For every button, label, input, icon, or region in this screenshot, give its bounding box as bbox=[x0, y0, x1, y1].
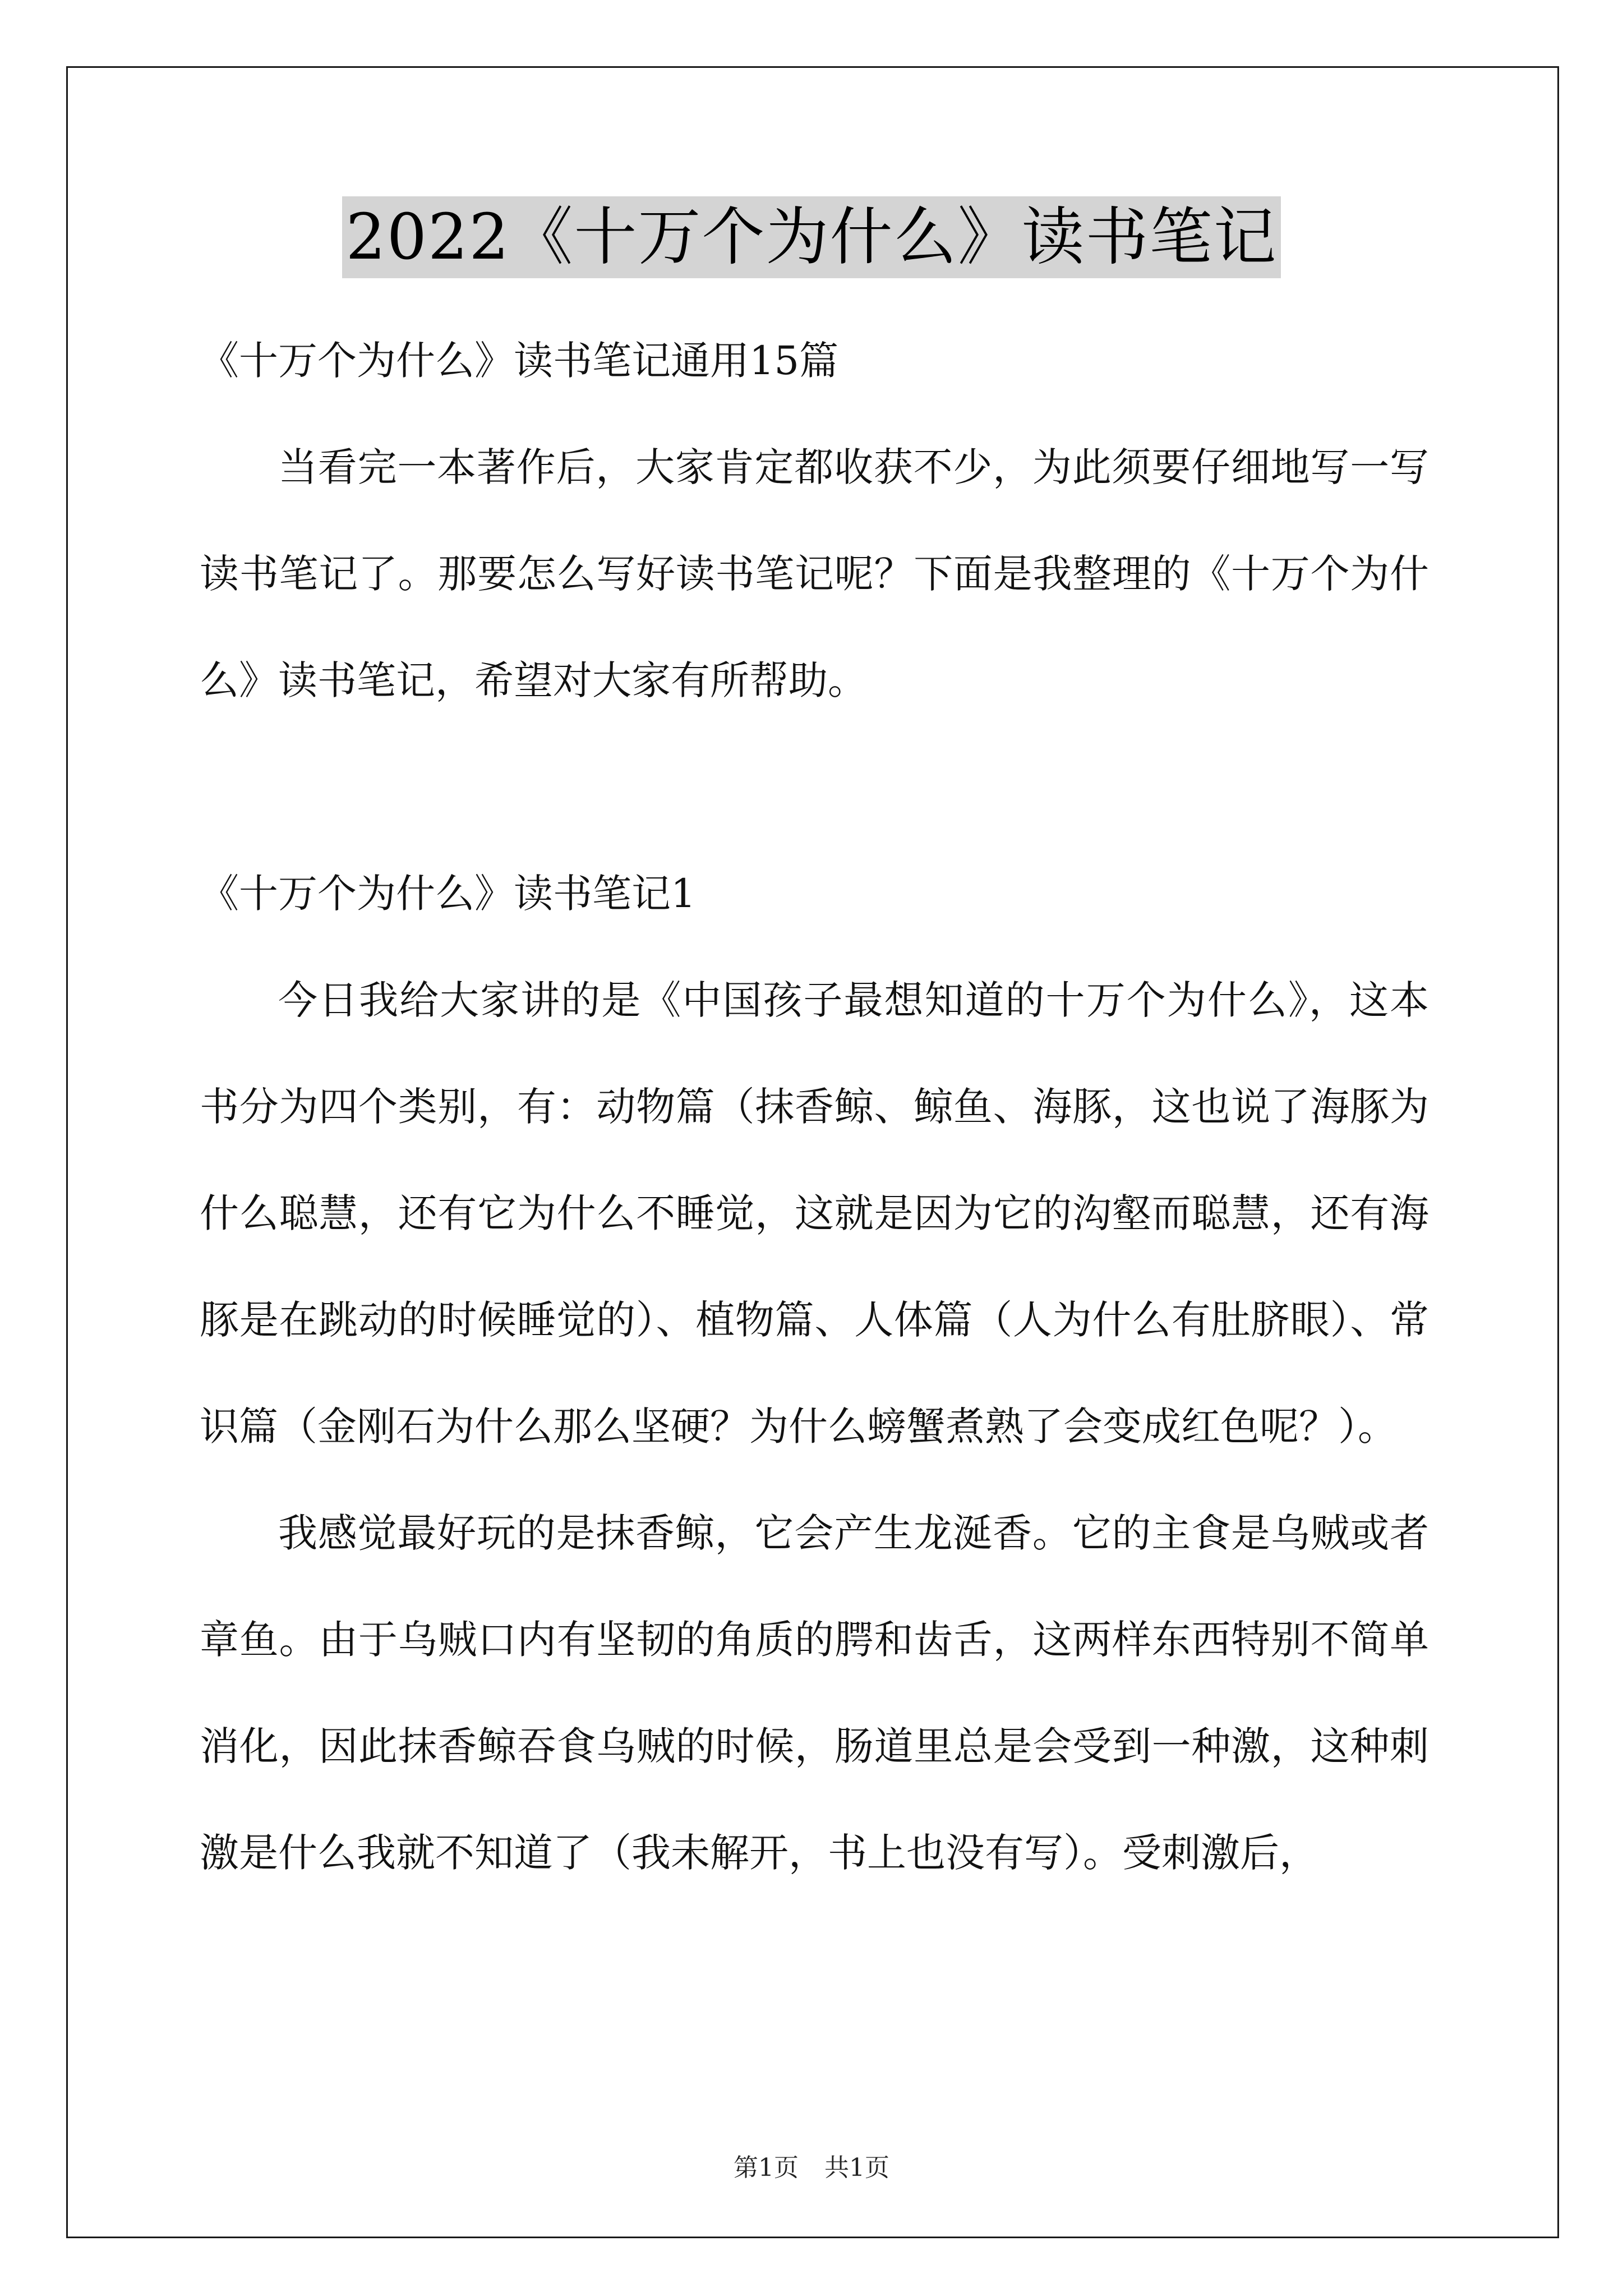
body-paragraph-1: 今日我给大家讲的是《中国孩子最想知道的十万个为什么》，这本书分为四个类别，有：动物篇（抹香鲸、鲸鱼、海豚，这也说了海豚为什么聪慧，还有它为什么不睡觉，这就是因为它的沟壑而聪慧，还有海豚是在跳动的时候睡觉的）、植物篇、人体篇（人为什么有肚脐眼）、常识篇（金刚石为什么那么坚硬？为什么螃蟹煮熟了会变成红色呢？）。 bbox=[200, 977, 1429, 1450]
intro-paragraph: 当看完一本著作后，大家肯定都收获不少，为此须要仔细地写一写读书笔记了。那要怎么写好读书笔记呢？下面是我整理的《十万个为什么》读书笔记，希望对大家有所帮助。 bbox=[200, 444, 1429, 703]
section-heading: 《十万个为什么》读书笔记1 bbox=[200, 871, 696, 917]
body-paragraph-2: 我感觉最好玩的是抹香鲸，它会产生龙涎香。它的主食是乌贼或者章鱼。由于乌贼口内有坚韧的角质的腭和齿舌，这两样东西特别不简单消化，因此抹香鲸吞食乌贼的时候，肠道里总是会受到一种激，这种刺激是什么我就不知道了（我未解开，书上也没有写）。受刺激后， bbox=[200, 1510, 1429, 1876]
page-footer bbox=[0, 2151, 1623, 2185]
page-number: 第1页 bbox=[734, 2154, 799, 2182]
document-title: 2022《十万个为什么》读书笔记 bbox=[342, 196, 1280, 278]
document-body bbox=[200, 307, 1429, 1906]
page-total: 共1页 bbox=[824, 2154, 889, 2182]
paragraph-gap bbox=[200, 734, 1429, 840]
title-container bbox=[0, 196, 1623, 278]
subtitle: 《十万个为什么》读书笔记通用15篇 bbox=[200, 338, 839, 384]
